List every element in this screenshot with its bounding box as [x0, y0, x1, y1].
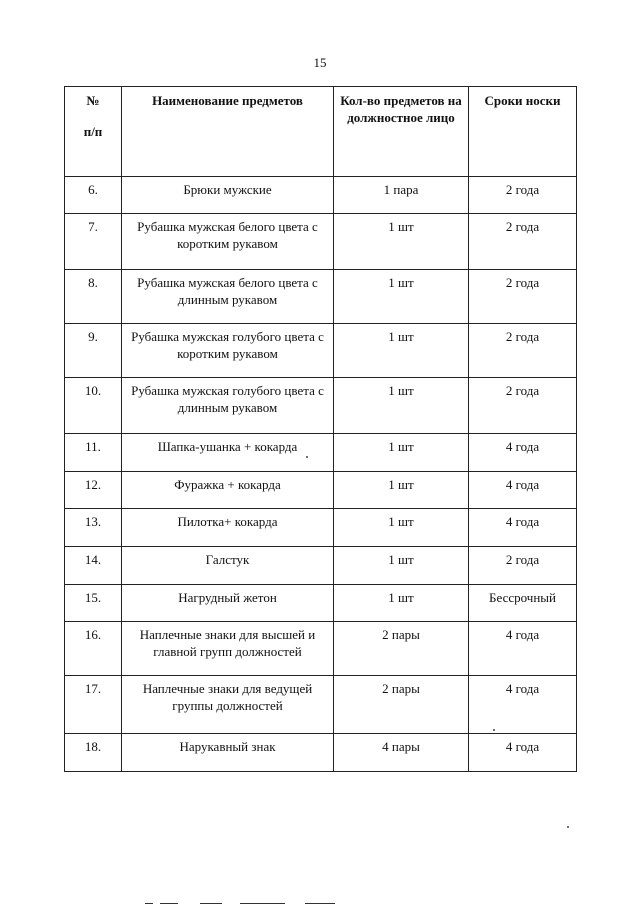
- table-row: [65, 214, 577, 270]
- row-quantity: 1 шт: [334, 472, 469, 509]
- row-item-name: Шапка-ушанка + кокарда: [122, 434, 334, 472]
- row-wear-period: 4 года: [469, 472, 577, 509]
- row-item-name: Галстук: [122, 547, 334, 585]
- row-wear-period: 2 года: [469, 177, 577, 214]
- row-item-name: Нагрудный жетон: [122, 585, 334, 622]
- header-wear-period: Сроки носки: [469, 87, 577, 177]
- row-number: 8.: [65, 270, 122, 324]
- row-item-name: Наплечные знаки для высшей и главной групп должностей: [122, 622, 334, 676]
- items-table: [64, 86, 577, 772]
- row-item-name: Рубашка мужская белого цвета с длинным рукавом: [122, 270, 334, 324]
- row-number: 18.: [65, 734, 122, 772]
- row-number: 15.: [65, 585, 122, 622]
- row-wear-period: 4 года: [469, 434, 577, 472]
- table-header-row: [65, 87, 577, 177]
- row-number: 12.: [65, 472, 122, 509]
- row-number: 6.: [65, 177, 122, 214]
- table-row: [65, 509, 577, 547]
- row-wear-period: 2 года: [469, 324, 577, 378]
- row-item-name: Брюки мужские: [122, 177, 334, 214]
- table-row: [65, 434, 577, 472]
- row-quantity: 1 шт: [334, 324, 469, 378]
- row-number: 11.: [65, 434, 122, 472]
- row-wear-period: 4 года: [469, 734, 577, 772]
- row-number: 13.: [65, 509, 122, 547]
- table-row: [65, 622, 577, 676]
- row-wear-period: 2 года: [469, 547, 577, 585]
- row-quantity: 1 шт: [334, 270, 469, 324]
- header-number: [65, 87, 122, 177]
- row-item-name: Рубашка мужская белого цвета с коротким рукавом: [122, 214, 334, 270]
- row-item-name: Рубашка мужская голубого цвета с длинным рукавом: [122, 378, 334, 434]
- row-wear-period: 2 года: [469, 270, 577, 324]
- table-row: [65, 324, 577, 378]
- table-row: [65, 734, 577, 772]
- row-wear-period: 4 года: [469, 622, 577, 676]
- scan-speck: [493, 729, 495, 731]
- row-item-name: Пилотка+ кокарда: [122, 509, 334, 547]
- row-quantity: 2 пары: [334, 676, 469, 734]
- table-row: [65, 378, 577, 434]
- table-row: [65, 676, 577, 734]
- row-item-name: Рубашка мужская голубого цвета с коротким рукавом: [122, 324, 334, 378]
- row-quantity: 1 шт: [334, 378, 469, 434]
- row-quantity: 2 пары: [334, 622, 469, 676]
- header-number-pp: п/п: [83, 124, 103, 139]
- row-wear-period: 4 года: [469, 509, 577, 547]
- row-number: 7.: [65, 214, 122, 270]
- scan-speck: [306, 456, 308, 458]
- row-quantity: 1 шт: [334, 509, 469, 547]
- header-item-name: Наименование предметов: [122, 87, 334, 177]
- row-number: 10.: [65, 378, 122, 434]
- row-quantity: 4 пары: [334, 734, 469, 772]
- row-number: 17.: [65, 676, 122, 734]
- row-quantity: 1 шт: [334, 214, 469, 270]
- row-wear-period: 2 года: [469, 378, 577, 434]
- table-row: [65, 472, 577, 509]
- table-row: [65, 585, 577, 622]
- table-row: [65, 547, 577, 585]
- row-quantity: 1 шт: [334, 585, 469, 622]
- page-number: 15: [313, 55, 327, 70]
- row-wear-period: 4 года: [469, 676, 577, 734]
- row-item-name: Фуражка + кокарда: [122, 472, 334, 509]
- row-quantity: 1 пара: [334, 177, 469, 214]
- row-number: 9.: [65, 324, 122, 378]
- row-quantity: 1 шт: [334, 547, 469, 585]
- scan-speck: [567, 826, 569, 828]
- table-row: [65, 270, 577, 324]
- row-wear-period: Бессрочный: [469, 585, 577, 622]
- header-quantity: Кол-во предметов на должностное лицо: [334, 87, 469, 177]
- row-item-name: Нарукавный знак: [122, 734, 334, 772]
- row-item-name: Наплечные знаки для ведущей группы должностей: [122, 676, 334, 734]
- table-row: [65, 177, 577, 214]
- row-quantity: 1 шт: [334, 434, 469, 472]
- row-number: 14.: [65, 547, 122, 585]
- row-wear-period: 2 года: [469, 214, 577, 270]
- header-number-symbol: №: [86, 93, 100, 108]
- row-number: 16.: [65, 622, 122, 676]
